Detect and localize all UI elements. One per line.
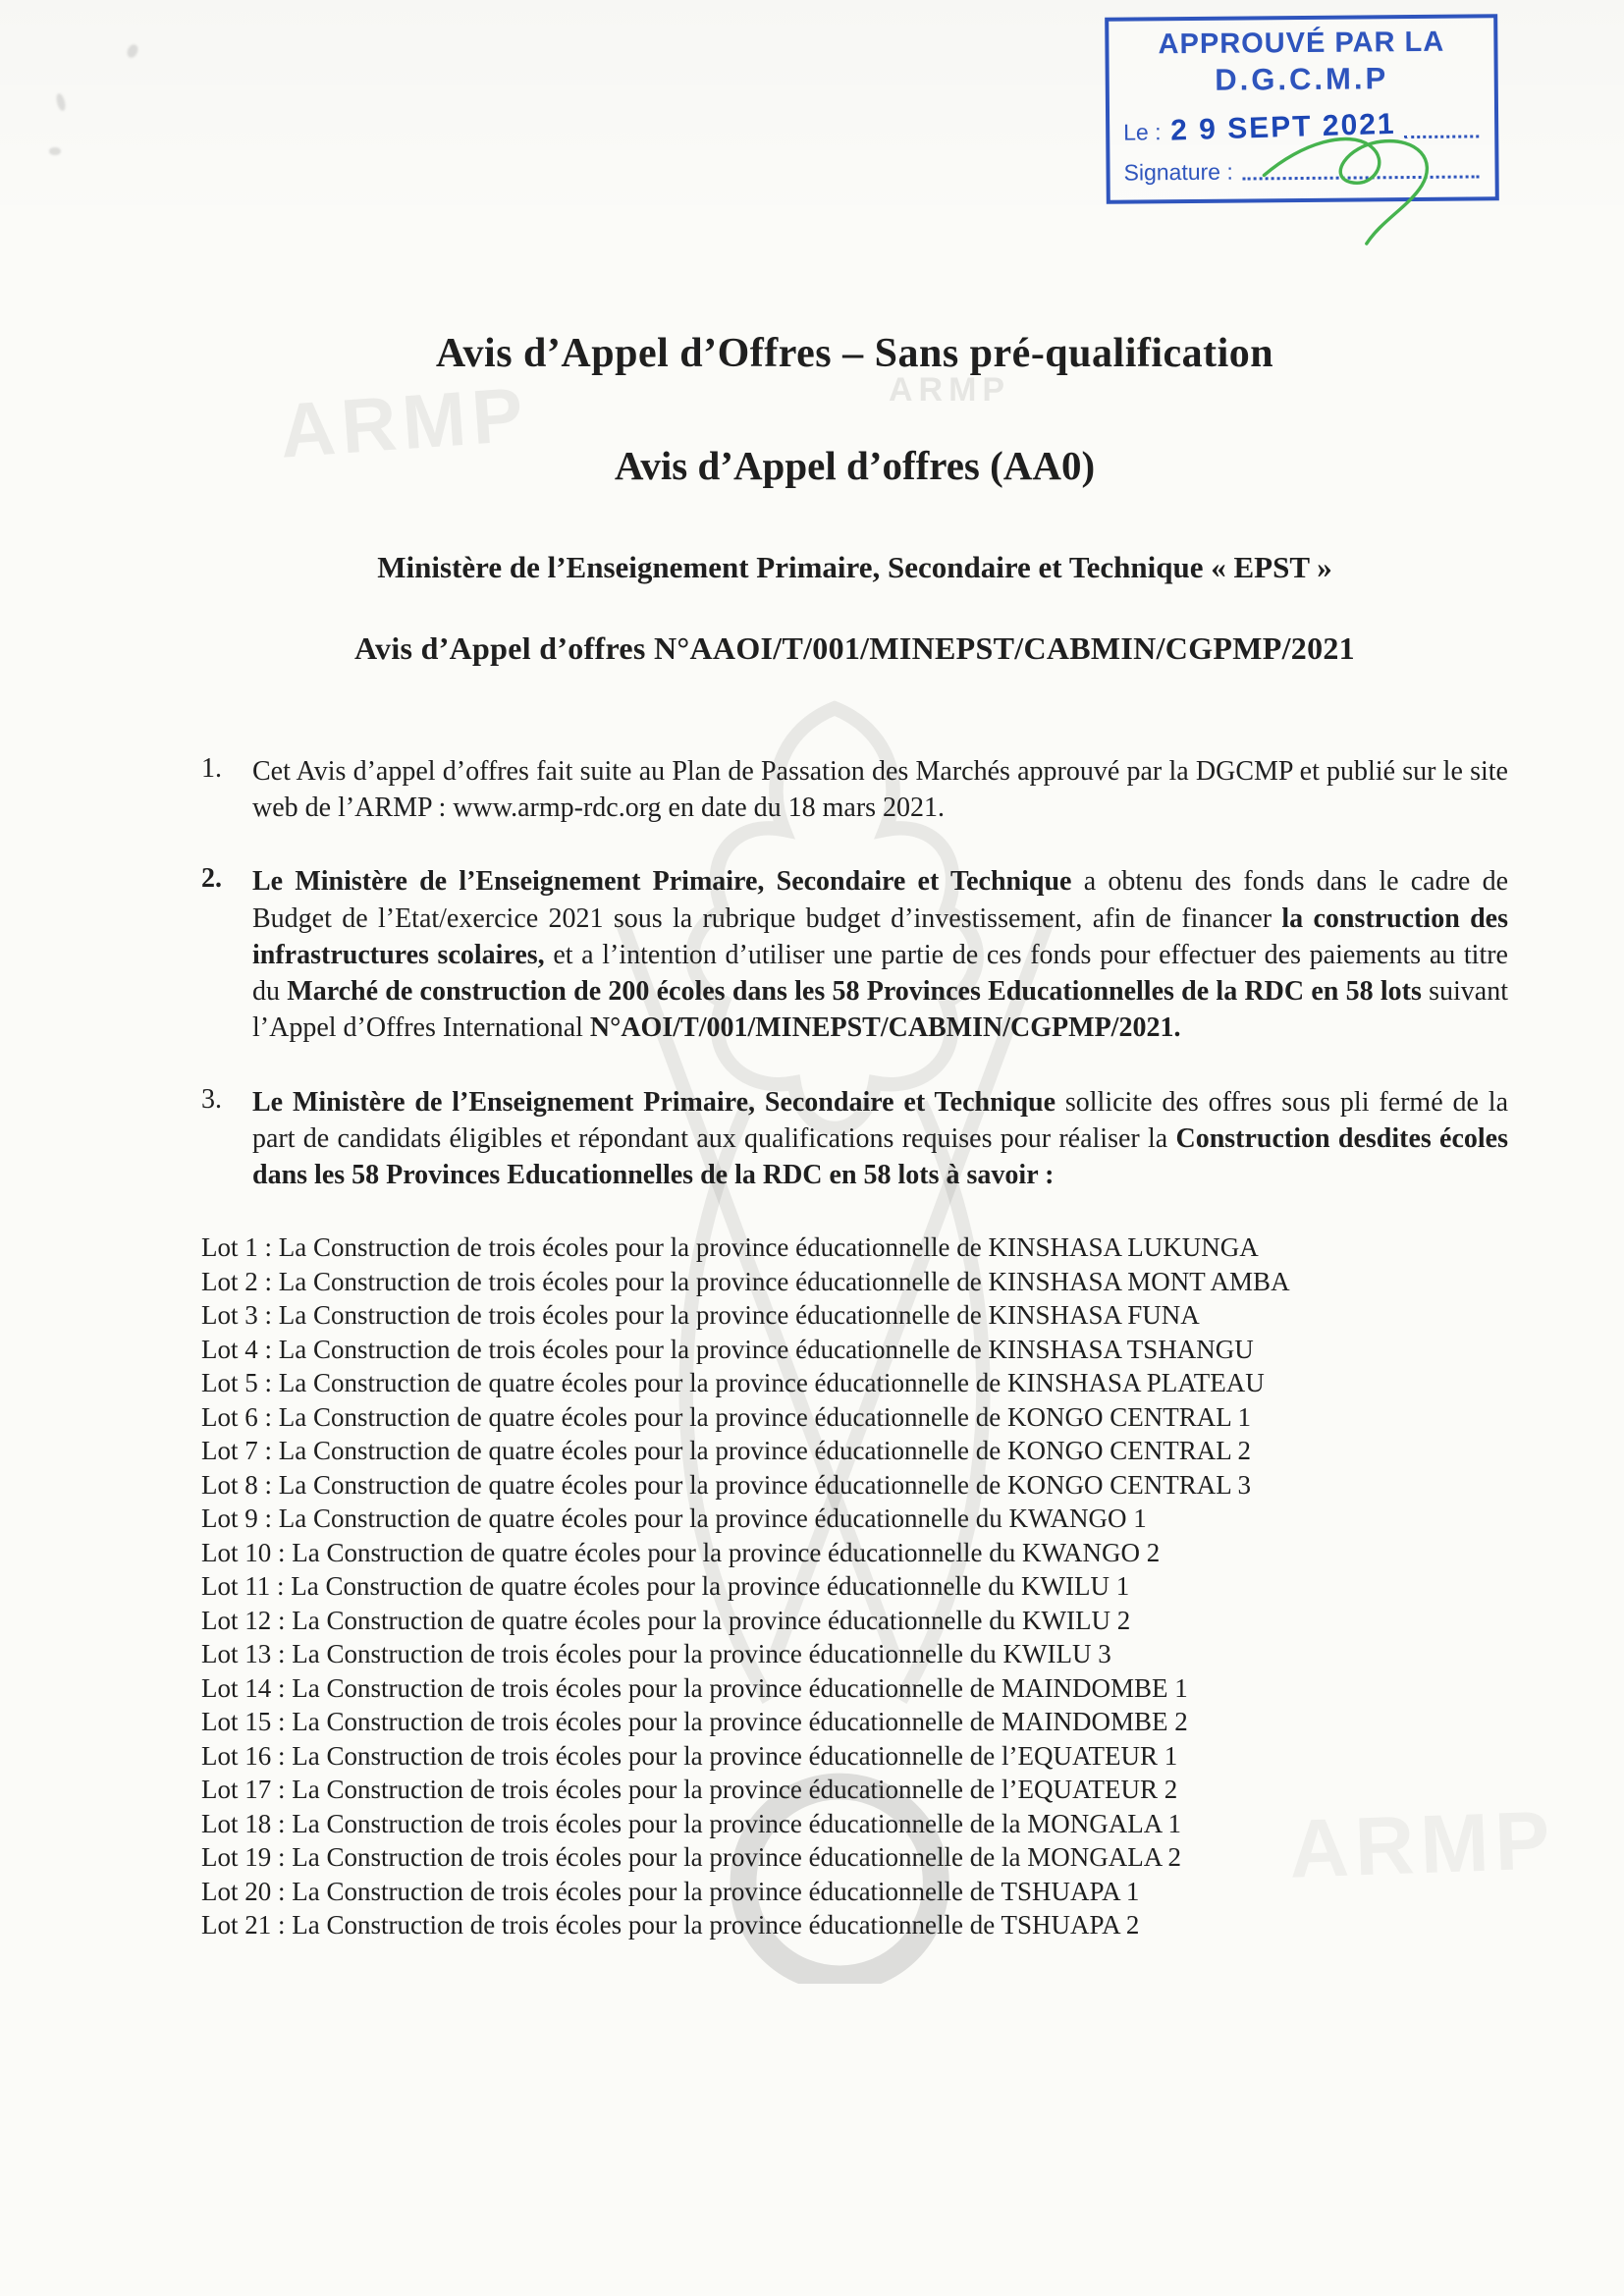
- stamp-date-value: 2 9 SEPT 2021: [1170, 107, 1397, 147]
- numbered-paragraph: [201, 753, 1508, 826]
- lot-item: Lot 9 : La Construction de quatre écoles pour la province éducationnelle du KWANGO 1: [201, 1503, 1147, 1534]
- signature-squiggle: [1256, 100, 1488, 259]
- lot-item: Lot 2 : La Construction de trois écoles pour la province éducationnelle de KINSHASA MONT AMBA: [201, 1266, 1290, 1296]
- lot-item: Lot 15 : La Construction de trois écoles pour la province éducationnelle de MAINDOMBE 2: [201, 1707, 1188, 1737]
- lot-item: Lot 11 : La Construction de quatre écoles pour la province éducationnelle du KWILU 1: [201, 1571, 1130, 1602]
- lot-item: Lot 16 : La Construction de trois écoles pour la province éducationnelle de l’EQUATEUR 1: [201, 1740, 1178, 1771]
- lot-item: Lot 20 : La Construction de trois écoles pour la province éducationnelle de TSHUAPA 1: [201, 1876, 1140, 1906]
- armp-watermark: ARMP: [889, 371, 1011, 409]
- lot-item: Lot 7 : La Construction de quatre écoles pour la province éducationnelle de KONGO CENTRAL 2: [201, 1436, 1251, 1466]
- paragraph-text: Cet Avis d’appel d’offres fait suite au Plan de Passation des Marchés approuvé par la DGCMP et publié sur le site web de l’ARMP : www.armp-rdc.org en date du 18 mars 2021.: [252, 756, 1508, 824]
- lot-item: Lot 14 : La Construction de trois écoles pour la province éducationnelle de MAINDOMBE 1: [201, 1672, 1188, 1703]
- scan-smudge: [49, 147, 61, 155]
- lot-item: Lot 18 : La Construction de trois écoles pour la province éducationnelle de la MONGALA 1: [201, 1808, 1181, 1838]
- lot-item: Lot 8 : La Construction de quatre écoles pour la province éducationnelle de KONGO CENTRAL 3: [201, 1469, 1251, 1500]
- lot-item: Lot 6 : La Construction de quatre écoles pour la province éducationnelle de KONGO CENTRAL 1: [201, 1401, 1251, 1432]
- lot-item: Lot 4 : La Construction de trois écoles pour la province éducationnelle de KINSHASA TSHANGU: [201, 1334, 1254, 1364]
- numbered-paragraph: [201, 863, 1508, 1046]
- scan-smudge: [55, 92, 67, 111]
- lot-item: Lot 3 : La Construction de trois écoles pour la province éducationnelle de KINSHASA FUNA: [201, 1300, 1200, 1331]
- paragraph-text: Le Ministère de l’Enseignement Primaire, Secondaire et Technique a obtenu des fonds dans le cadre de Budget de l’Etat/exercice 2021 sous la rubrique budget d’investissement, afin de financer la construction des infrastructures scolaires, et a l’intention d’utiliser une partie de ces fonds pour effectuer des paiements au titre du Marché de construction de 200 écoles dans les 58 Provinces Educationnelles de la RDC en 58 lots suivant l’Appel d’Offres International N°AOI/T/001/MINEPST/CABMIN/CGPMP/2021.: [252, 866, 1509, 1044]
- armp-watermark: ARMP: [1287, 1793, 1557, 1895]
- lot-item: Lot 5 : La Construction de quatre écoles pour la province éducationnelle de KINSHASA PLATEAU: [201, 1368, 1265, 1398]
- document-title: Avis d’Appel d’Offres – Sans pré-qualification: [435, 331, 1274, 376]
- approval-stamp: [1105, 14, 1499, 203]
- lot-item: Lot 12 : La Construction de quatre écoles pour la province éducationnelle du KWILU 2: [201, 1605, 1131, 1635]
- stamp-date-label: Le :: [1123, 119, 1162, 145]
- document-content: [0, 330, 1624, 1942]
- paragraph-text: Le Ministère de l’Enseignement Primaire, Secondaire et Technique sollicite des offres sous pli fermé de la part de candidats éligibles et répondant aux qualifications requises pour réaliser la Construction desdites écoles dans les 58 Provinces Educationnelles de la RDC en 58 lots à savoir :: [252, 1086, 1508, 1191]
- document-subtitle: Avis d’Appel d’offres (AA0): [614, 443, 1096, 488]
- stamp-org-text: D.G.C.M.P: [1215, 61, 1389, 97]
- lot-item: Lot 13 : La Construction de trois écoles pour la province éducationnelle du KWILU 3: [201, 1639, 1111, 1669]
- lot-item: Lot 17 : La Construction de trois écoles pour la province éducationnelle de l’EQUATEUR 2: [201, 1775, 1178, 1805]
- paragraph-list: [201, 753, 1508, 1193]
- paragraph-number: 2.: [201, 863, 222, 895]
- paragraph-number: 3.: [201, 1083, 222, 1115]
- scan-smudge: [126, 43, 140, 60]
- stamp-signature-label: Signature :: [1123, 158, 1233, 186]
- stamp-approved-text: APPROUVÉ PAR LA: [1158, 26, 1445, 61]
- lot-list: [201, 1230, 1508, 1942]
- lot-item: Lot 10 : La Construction de quatre écoles pour la province éducationnelle du KWANGO 2: [201, 1537, 1161, 1567]
- lot-item: Lot 21 : La Construction de trois écoles pour la province éducationnelle de TSHUAPA 2: [201, 1910, 1140, 1941]
- lot-item: Lot 1 : La Construction de trois écoles pour la province éducationnelle de KINSHASA LUKUNGA: [201, 1232, 1259, 1263]
- armp-watermark: ARMP: [277, 370, 532, 474]
- ministry-line: Ministère de l’Enseignement Primaire, Secondaire et Technique « EPST »: [377, 550, 1332, 584]
- lot-item: Lot 19 : La Construction de trois écoles pour la province éducationnelle de la MONGALA 2: [201, 1842, 1181, 1873]
- paragraph-number: 1.: [201, 753, 222, 784]
- reference-line: Avis d’Appel d’offres N°AAOI/T/001/MINEPST/CABMIN/CGPMP/2021: [354, 630, 1355, 666]
- numbered-paragraph: [201, 1084, 1508, 1194]
